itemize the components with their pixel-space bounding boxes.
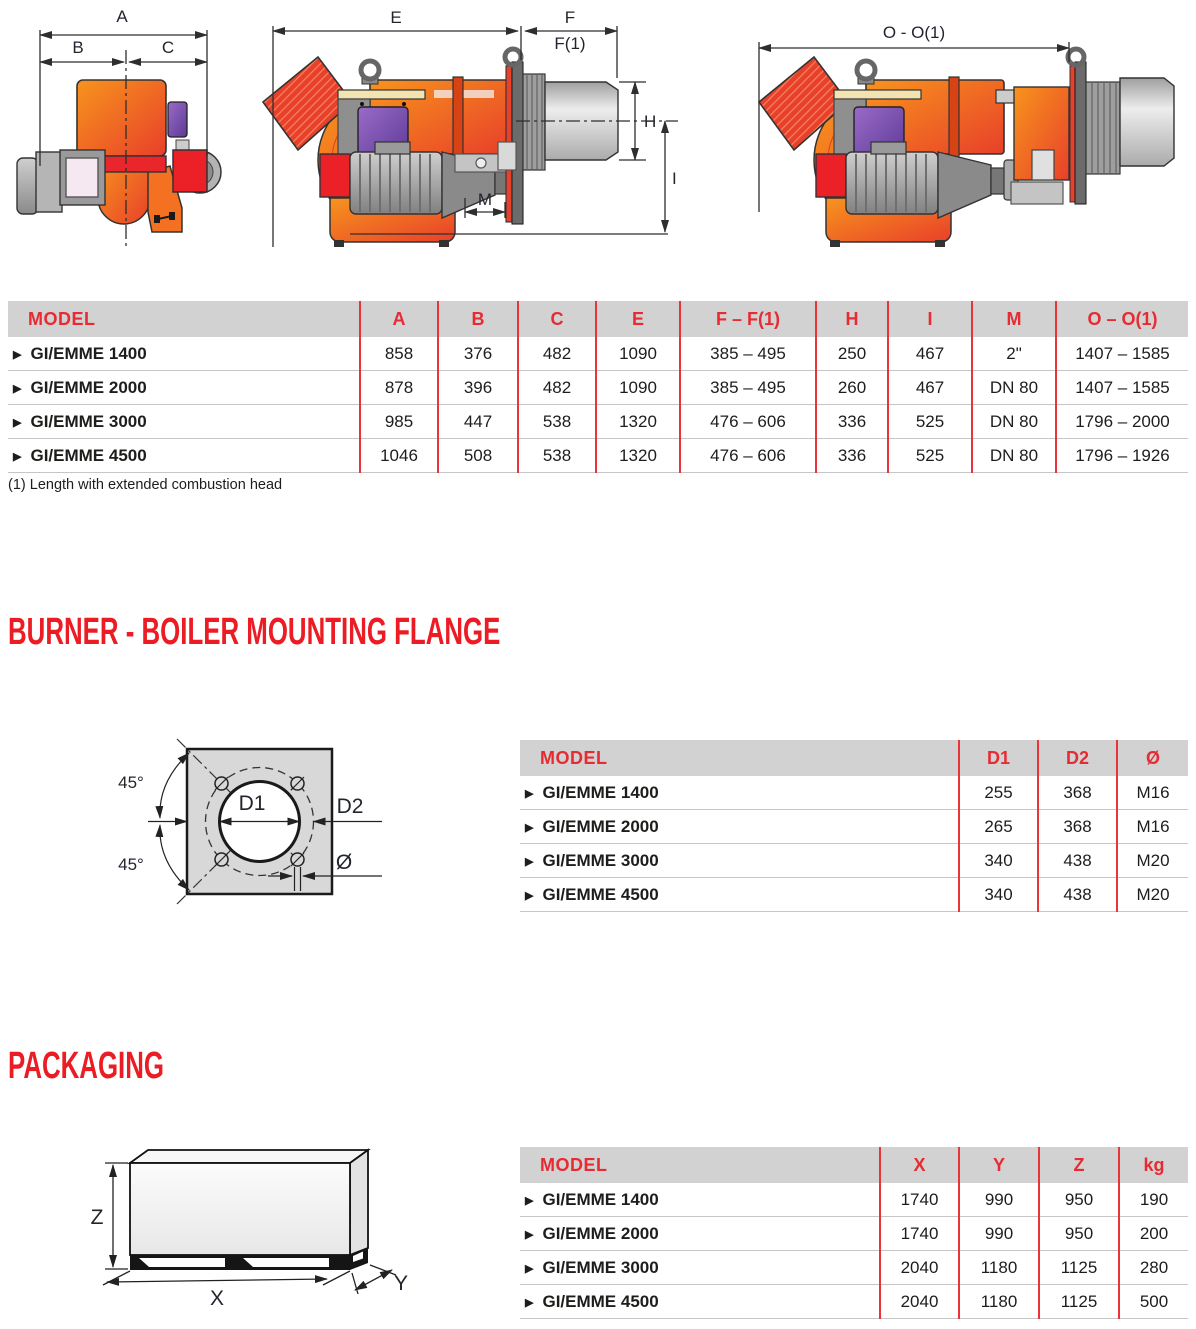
cell: 336 bbox=[816, 405, 888, 439]
flange-table bbox=[520, 740, 1188, 912]
cell: 1320 bbox=[596, 439, 680, 473]
cell: 280 bbox=[1119, 1251, 1188, 1285]
cell: 1407 – 1585 bbox=[1075, 343, 1170, 363]
row-bullet-icon: ▶ bbox=[13, 416, 22, 429]
col-header-y: Y bbox=[959, 1147, 1039, 1183]
cell: 396 bbox=[438, 371, 518, 405]
table-row bbox=[520, 1251, 1188, 1285]
dim-label-angle-bottom: 45° bbox=[118, 855, 144, 874]
cell: 482 bbox=[518, 337, 596, 371]
cell: 336 bbox=[816, 439, 888, 473]
table-row bbox=[520, 844, 1188, 878]
model-name: GI/EMME 2000 bbox=[30, 377, 147, 397]
model-name: GI/EMME 3000 bbox=[542, 850, 659, 870]
dim-label-a: A bbox=[116, 7, 128, 26]
row-bullet-icon: ▶ bbox=[525, 1262, 534, 1275]
model-name: GI/EMME 4500 bbox=[542, 1291, 659, 1311]
burner-housing bbox=[77, 80, 166, 156]
header-row bbox=[8, 301, 1188, 337]
motor bbox=[17, 150, 105, 214]
section-title-packaging: PACKAGING bbox=[8, 1045, 165, 1087]
cell: 438 bbox=[1038, 844, 1117, 878]
col-header-x: X bbox=[880, 1147, 959, 1183]
dimensions-table bbox=[8, 301, 1188, 473]
cell: 990 bbox=[959, 1183, 1039, 1217]
model-cell bbox=[520, 1183, 880, 1217]
flange-diagram bbox=[30, 714, 465, 954]
dim-label-d2: D2 bbox=[336, 795, 364, 818]
row-bullet-icon: ▶ bbox=[525, 787, 534, 800]
cell: 467 bbox=[888, 337, 972, 371]
cell: 1796 – 1926 bbox=[1056, 439, 1188, 473]
table-row bbox=[520, 1285, 1188, 1319]
cell: 1090 bbox=[596, 371, 680, 405]
table-row bbox=[8, 439, 1188, 473]
blast-tube bbox=[1086, 78, 1174, 174]
cell: 858 bbox=[360, 337, 438, 371]
col-header-h: H bbox=[816, 301, 888, 337]
model-cell bbox=[8, 337, 360, 371]
dim-label-d1: D1 bbox=[238, 792, 266, 815]
cell: M16 bbox=[1117, 810, 1188, 844]
cell: 476 – 606 bbox=[680, 405, 816, 439]
cell: 385 – 495 bbox=[680, 337, 816, 371]
cell: 260 bbox=[816, 371, 888, 405]
model-name: GI/EMME 3000 bbox=[30, 411, 147, 431]
cell: 2040 bbox=[880, 1285, 959, 1319]
table-row bbox=[520, 1183, 1188, 1217]
dim-label-e: E bbox=[390, 8, 402, 27]
dim-label-m: M bbox=[477, 190, 493, 209]
sight-window bbox=[66, 158, 98, 197]
dim-label-angle-top: 45° bbox=[118, 773, 144, 792]
table-row bbox=[8, 337, 1188, 371]
cell: 255 bbox=[959, 776, 1038, 810]
cell: 538 bbox=[518, 405, 596, 439]
cell: 482 bbox=[518, 371, 596, 405]
lifting-eye-icon bbox=[1068, 49, 1084, 65]
motor bbox=[846, 142, 938, 214]
dim-label-f: F bbox=[564, 8, 576, 27]
cell: 368 bbox=[1038, 810, 1117, 844]
dim-label-o: O - O(1) bbox=[882, 23, 946, 42]
dim-label-y: Y bbox=[393, 1272, 409, 1295]
table-row bbox=[520, 878, 1188, 912]
lifting-eye-icon bbox=[857, 61, 875, 79]
mounting-flange bbox=[505, 49, 523, 224]
table-footnote: (1) Length with extended combustion head bbox=[8, 477, 283, 493]
cell: M16 bbox=[1136, 782, 1170, 802]
col-header-d2: D2 bbox=[1038, 740, 1117, 776]
col-header-diameter: Ø bbox=[1117, 740, 1188, 776]
dim-label-c: C bbox=[161, 38, 175, 57]
row-bullet-icon: ▶ bbox=[525, 821, 534, 834]
cell: 385 – 495 bbox=[680, 371, 816, 405]
col-header-z: Z bbox=[1039, 1147, 1119, 1183]
burner-side-body bbox=[759, 49, 1174, 247]
cell: 1407 – 1585 bbox=[1056, 371, 1188, 405]
motor bbox=[350, 142, 442, 214]
cell: M20 bbox=[1117, 878, 1188, 912]
dim-label-f1: F(1) bbox=[554, 34, 586, 53]
cell: 368 bbox=[1038, 776, 1117, 810]
cell: 447 bbox=[438, 405, 518, 439]
col-header-m: M bbox=[972, 301, 1056, 337]
cell: DN 80 bbox=[972, 405, 1056, 439]
cell: 1320 bbox=[596, 405, 680, 439]
dim-label-b: B bbox=[72, 38, 84, 57]
row-bullet-icon: ▶ bbox=[525, 1296, 534, 1309]
model-cell bbox=[8, 371, 360, 405]
header-row bbox=[520, 740, 1188, 776]
lifting-eye-icon bbox=[361, 61, 379, 79]
lifting-eye-icon bbox=[505, 49, 521, 65]
cell: 190 bbox=[1139, 1189, 1169, 1209]
model-name: GI/EMME 1400 bbox=[542, 782, 659, 802]
col-header-o: O – O(1) bbox=[1056, 301, 1188, 337]
model-name: GI/EMME 4500 bbox=[542, 884, 659, 904]
model-cell bbox=[520, 1251, 880, 1285]
header-row bbox=[520, 1147, 1188, 1183]
accessory-red-box bbox=[320, 154, 350, 197]
col-header-model: MODEL bbox=[8, 301, 360, 337]
col-header-d1: D1 bbox=[959, 740, 1038, 776]
model-cell bbox=[520, 776, 959, 810]
cell: 878 bbox=[360, 371, 438, 405]
row-bullet-icon: ▶ bbox=[525, 889, 534, 902]
cell: 950 bbox=[1039, 1217, 1119, 1251]
col-header-c: C bbox=[518, 301, 596, 337]
cell: 1180 bbox=[959, 1251, 1039, 1285]
cell: 508 bbox=[438, 439, 518, 473]
model-name: GI/EMME 1400 bbox=[542, 1189, 659, 1209]
cell: 1125 bbox=[1039, 1251, 1119, 1285]
cell: 340 bbox=[959, 844, 1038, 878]
cell: 1180 bbox=[959, 1285, 1039, 1319]
nameplate-strip bbox=[338, 90, 425, 99]
col-header-model: MODEL bbox=[520, 1147, 880, 1183]
model-cell bbox=[520, 878, 959, 912]
packaging-table bbox=[520, 1147, 1188, 1319]
cell: 1740 bbox=[880, 1183, 959, 1217]
accessory-red-box bbox=[816, 154, 846, 197]
dim-label-bolt-diameter: Ø bbox=[335, 851, 353, 874]
dim-label-i: I bbox=[672, 169, 677, 188]
col-header-kg: kg bbox=[1119, 1147, 1188, 1183]
table-row bbox=[8, 371, 1188, 405]
cell: 340 bbox=[959, 878, 1038, 912]
cell: 200 bbox=[1119, 1217, 1188, 1251]
col-header-b: B bbox=[438, 301, 518, 337]
cell: 985 bbox=[360, 405, 438, 439]
cell: 950 bbox=[1039, 1183, 1119, 1217]
model-cell bbox=[8, 405, 360, 439]
extension-bracket bbox=[1011, 182, 1063, 204]
row-bullet-icon: ▶ bbox=[525, 855, 534, 868]
col-header-model: MODEL bbox=[520, 740, 959, 776]
burner-front-body bbox=[17, 80, 221, 232]
row-bullet-icon: ▶ bbox=[525, 1228, 534, 1241]
cell: DN 80 bbox=[972, 371, 1056, 405]
cell: 1125 bbox=[1039, 1285, 1119, 1319]
model-cell bbox=[8, 439, 360, 473]
table-row bbox=[520, 1217, 1188, 1251]
cell: 525 bbox=[888, 405, 972, 439]
front-view-drawing bbox=[10, 6, 250, 256]
control-box-purple bbox=[168, 102, 187, 137]
cell: 476 – 606 bbox=[680, 439, 816, 473]
cell: 1740 bbox=[880, 1217, 959, 1251]
burner-side-body bbox=[263, 49, 618, 247]
model-name: GI/EMME 2000 bbox=[542, 1223, 659, 1243]
cell: 250 bbox=[816, 337, 888, 371]
cell: 2040 bbox=[880, 1251, 959, 1285]
table-row bbox=[520, 776, 1188, 810]
cell: 1090 bbox=[596, 337, 680, 371]
col-header-i: I bbox=[888, 301, 972, 337]
cell: 525 bbox=[888, 439, 972, 473]
model-cell bbox=[520, 1217, 880, 1251]
dim-label-z: Z bbox=[90, 1206, 104, 1229]
packaging-diagram bbox=[45, 1112, 465, 1329]
dim-label-h: H bbox=[644, 112, 657, 131]
cell: 1796 – 2000 bbox=[1056, 405, 1188, 439]
pump-cone bbox=[938, 152, 991, 218]
dim-label-x: X bbox=[209, 1287, 225, 1310]
packing-crate bbox=[130, 1150, 368, 1270]
model-name: GI/EMME 1400 bbox=[30, 343, 147, 363]
row-bullet-icon: ▶ bbox=[525, 1194, 534, 1207]
cell: 265 bbox=[959, 810, 1038, 844]
cell: 500 bbox=[1119, 1285, 1188, 1319]
model-name: GI/EMME 2000 bbox=[542, 816, 659, 836]
table-row bbox=[520, 810, 1188, 844]
extended-head-drawing bbox=[696, 2, 1196, 264]
cell: 376 bbox=[438, 337, 518, 371]
model-name: GI/EMME 3000 bbox=[542, 1257, 659, 1277]
model-cell bbox=[520, 810, 959, 844]
col-header-e: E bbox=[596, 301, 680, 337]
col-header-a: A bbox=[360, 301, 438, 337]
cell: 467 bbox=[888, 371, 972, 405]
cell: 538 bbox=[518, 439, 596, 473]
table-row bbox=[8, 405, 1188, 439]
cell: 990 bbox=[959, 1217, 1039, 1251]
col-header-f: F – F(1) bbox=[680, 301, 816, 337]
model-name: GI/EMME 4500 bbox=[30, 445, 147, 465]
accessory-red-box bbox=[173, 150, 207, 192]
row-bullet-icon: ▶ bbox=[13, 382, 22, 395]
mounting-flange bbox=[1068, 49, 1086, 204]
cell: 2" bbox=[972, 337, 1056, 371]
cell: 1046 bbox=[360, 439, 438, 473]
cell: 438 bbox=[1038, 878, 1117, 912]
row-bullet-icon: ▶ bbox=[13, 450, 22, 463]
cell: DN 80 bbox=[972, 439, 1056, 473]
row-bullet-icon: ▶ bbox=[13, 348, 22, 361]
cell: M20 bbox=[1117, 844, 1188, 878]
side-view-drawing bbox=[254, 2, 690, 262]
model-cell bbox=[520, 1285, 880, 1319]
model-cell bbox=[520, 844, 959, 878]
section-title-flange: BURNER - BOILER MOUNTING FLANGE bbox=[8, 611, 501, 653]
